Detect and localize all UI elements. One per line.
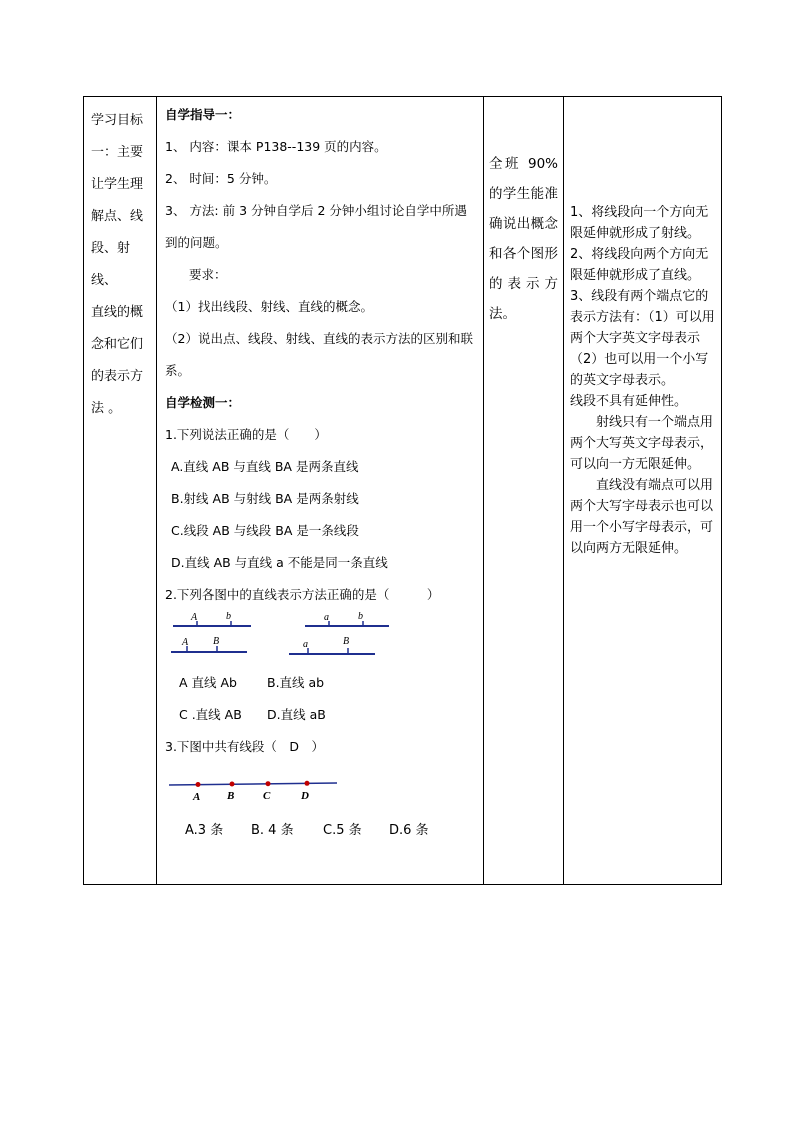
point-label: D — [301, 790, 309, 802]
line-figure-top-left — [173, 621, 251, 626]
figure-label: B — [343, 636, 350, 647]
guide-time: 2、 时间：5 分钟。 — [165, 171, 277, 186]
objective-line: 段、射线、 — [91, 241, 131, 288]
question-2-option: C .直线 AB — [179, 707, 242, 722]
objective-line: 法 。 — [91, 401, 122, 416]
summary-segment-note: 线段不具有延伸性。 — [570, 394, 688, 409]
point-label: B — [227, 790, 235, 802]
question-2-options-row-1 — [165, 667, 478, 699]
question-1-option: A.直线 AB 与直线 BA 是两条直线 — [171, 459, 359, 474]
objective-line: 让学生理 — [91, 177, 144, 192]
objective-line: 学习目标 — [91, 113, 144, 128]
point-label: C — [263, 790, 271, 802]
objective-cell — [84, 97, 157, 884]
objective-line: 一：主要 — [91, 145, 144, 160]
question-3-options — [165, 815, 478, 847]
question-3-stem: 3.下图中共有线段（ D ） — [165, 739, 325, 754]
question-2-figure — [165, 611, 475, 659]
figure-label: b — [358, 611, 363, 622]
guide-heading: 自学指导一： — [165, 107, 241, 122]
point-dot — [305, 781, 310, 786]
summary-cell — [564, 97, 723, 884]
figure-label: a — [324, 612, 329, 623]
question-1-option: C.线段 AB 与线段 BA 是一条线段 — [171, 523, 359, 538]
question-2-options-row-2 — [165, 699, 478, 731]
figure-label: b — [226, 611, 231, 622]
line-figure-top-right — [305, 621, 389, 626]
question-2-option: B.直线 ab — [267, 675, 325, 690]
question-3-option: C.5 条 — [323, 823, 362, 838]
question-2-stem: 2.下列各图中的直线表示方法正确的是（ ） — [165, 587, 440, 602]
lesson-table — [83, 96, 722, 885]
guide-content: 1、 内容：课本 P138--139 页的内容。 — [165, 139, 387, 154]
question-1-stem: 1.下列说法正确的是（ ） — [165, 427, 327, 442]
figure-label: a — [303, 639, 308, 650]
segment-line — [169, 783, 337, 785]
question-1-option: D.直线 AB 与直线 a 不能是同一条直线 — [171, 555, 388, 570]
outcome-text: 全班 90%的学生能准确说出概念和各个图形的表示方法。 — [489, 156, 558, 322]
line-figure-bottom-right — [289, 648, 375, 654]
figure-label: B — [213, 636, 220, 647]
question-2-option: A 直线 Ab — [179, 675, 237, 690]
question-1-option: B.射线 AB 与射线 BA 是两条射线 — [171, 491, 359, 506]
objective-line: 的表示方 — [91, 369, 144, 384]
question-3-figure — [165, 769, 475, 803]
summary-point-3b: （2）也可以用一个小写的英文字母表示。 — [570, 352, 709, 388]
objective-line: 解点、线 — [91, 209, 144, 224]
summary-ray-note: 射线只有一个端点用两个大写英文字母表示，可以向一方无限延伸。 — [570, 415, 714, 472]
objective-line: 念和它们 — [91, 337, 144, 352]
question-3-option: D.6 条 — [389, 823, 429, 838]
summary-point-1: 1、将线段向一个方向无限延伸就形成了射线。 — [570, 205, 709, 241]
figure-label: A — [191, 612, 198, 623]
question-3-option: B. 4 条 — [251, 823, 294, 838]
point-label: A — [193, 791, 201, 803]
guidance-cell — [157, 97, 484, 884]
point-dot — [266, 781, 271, 786]
summary-point-2: 2、将线段向两个方向无限延伸就形成了直线。 — [570, 247, 709, 283]
summary-line-note: 直线没有端点可以用两个大写字母表示也可以用一个小写字母表示，可以向两方无限延伸。 — [570, 478, 714, 556]
outcome-cell — [484, 97, 564, 884]
question-3-option: A.3 条 — [185, 823, 224, 838]
point-dot — [196, 782, 201, 787]
point-dot — [230, 782, 235, 787]
guide-method: 3、 方法: 前 3 分钟自学后 2 分钟小组讨论自学中所遇到的问题。 — [165, 203, 467, 250]
objective-line: 直线的概 — [91, 305, 144, 320]
guide-requirement-1: （1）找出线段、射线、直线的概念。 — [165, 299, 373, 314]
check-heading: 自学检测一： — [165, 395, 241, 410]
guide-requirements-label: 要求： — [189, 267, 227, 282]
summary-point-3: 3、线段有两个端点它的表示方法有：（1）可以用两个大字英文字母表示 — [570, 289, 715, 346]
guide-requirement-2: （2）说出点、线段、射线、直线的表示方法的区别和联系。 — [165, 331, 473, 378]
figure-label: A — [182, 637, 189, 648]
question-2-option: D.直线 aB — [267, 707, 326, 722]
